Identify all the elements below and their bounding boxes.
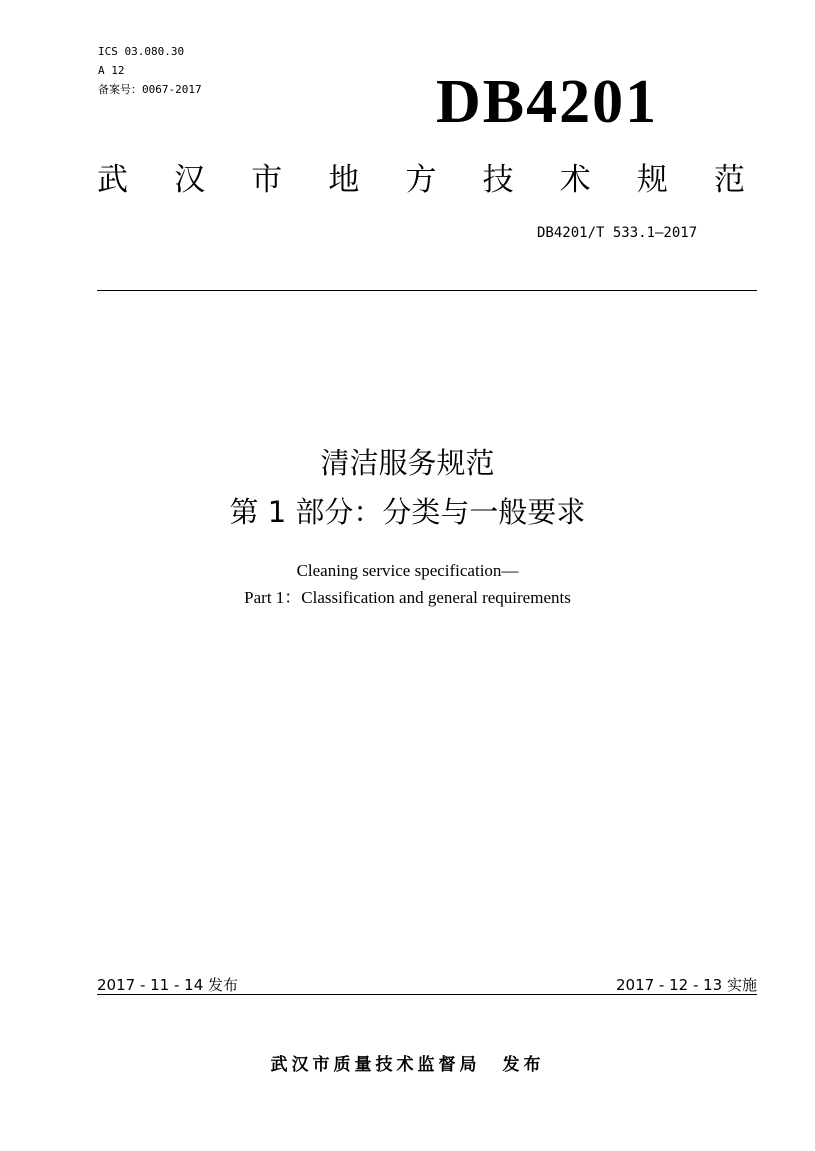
issuer-name: 武汉市质量技术监督局 [270,1055,481,1075]
category-code: A 12 [98,64,125,77]
authority-char: 市 [251,162,283,198]
issuer-action: 发布 [502,1055,545,1075]
standard-code-large: DB4201 [436,68,659,136]
issuer-line [0,1053,815,1077]
authority-title [97,158,745,202]
authority-char: 规 [636,162,668,198]
top-divider [97,290,757,291]
authority-char: 武 [97,162,128,198]
bottom-divider [97,994,757,995]
dates-row [97,974,757,996]
standard-number: DB4201/T 533.1—2017 [537,225,698,241]
authority-char: 方 [405,162,437,198]
issue-date: 2017 - 11 - 14 发布 [97,976,239,994]
title-en-part: Part 1：Classification and general requirements [244,588,571,607]
record-number: 备案号：0067-2017 [98,83,202,96]
title-en-main: Cleaning service specification— [296,561,519,580]
authority-char: 技 [482,162,514,198]
authority-char: 汉 [174,162,206,198]
authority-char: 范 [714,162,745,198]
title-cn-main: 清洁服务规范 [320,446,495,480]
header-meta [98,42,202,99]
title-cn-part: 第 1 部分：分类与一般要求 [229,495,586,529]
authority-char: 术 [559,162,591,198]
ics-code: ICS 03.080.30 [98,45,185,58]
authority-char: 地 [328,162,360,198]
implement-date: 2017 - 12 - 13 实施 [615,976,757,994]
